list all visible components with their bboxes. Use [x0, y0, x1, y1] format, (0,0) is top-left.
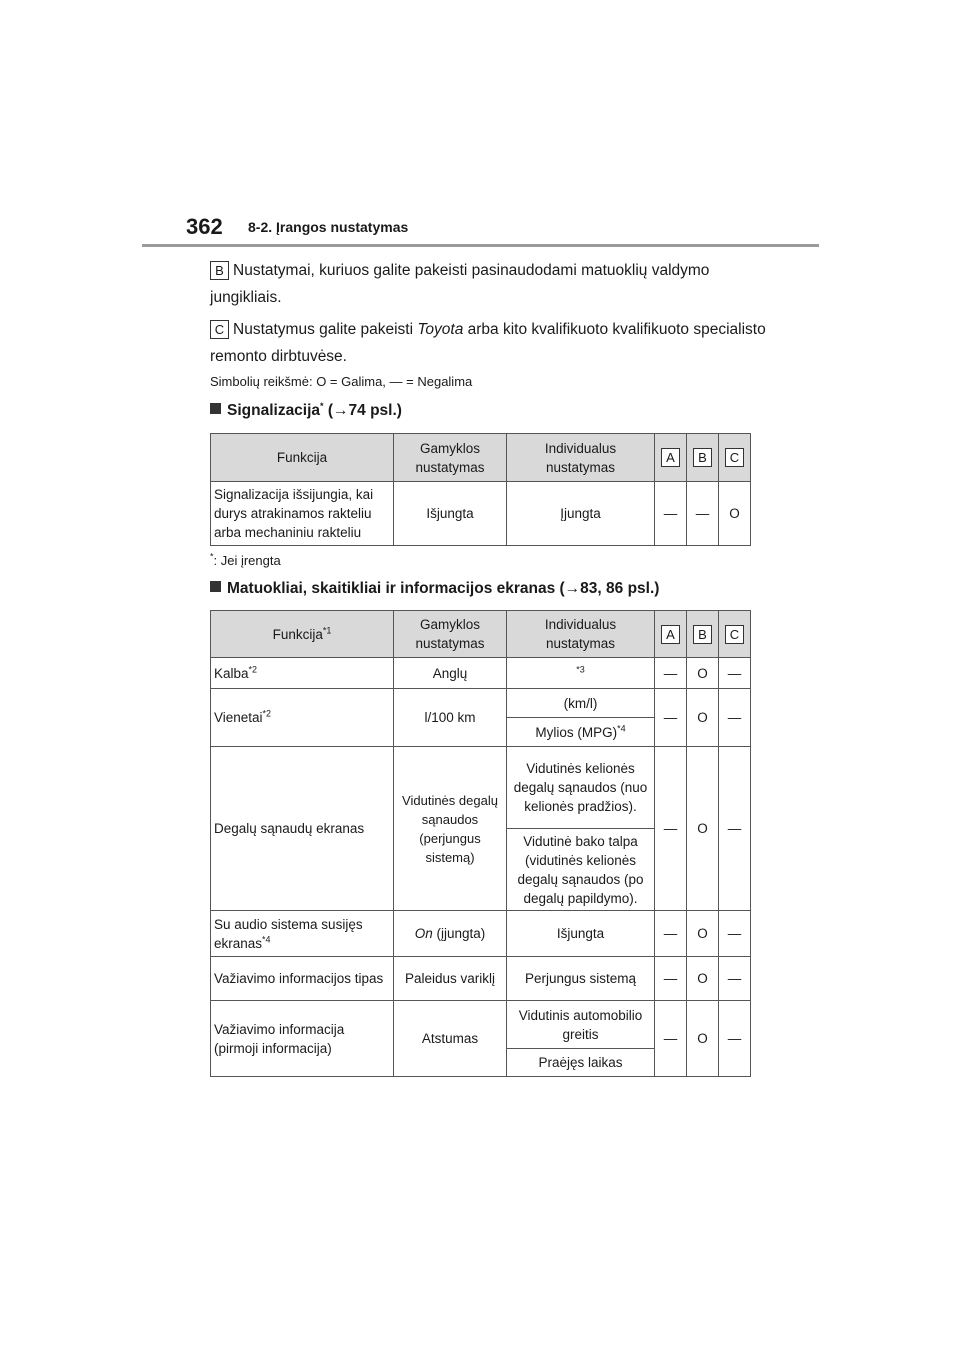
col-c [719, 611, 751, 658]
cell-b: O [687, 689, 719, 747]
cell-b: O [687, 747, 719, 911]
cell-custom: Išjungta [507, 911, 655, 957]
custom-sup: *3 [576, 664, 585, 674]
col-b [687, 611, 719, 658]
b-box: B [693, 625, 712, 644]
cell-function [211, 689, 394, 747]
table-header-row [211, 434, 751, 482]
cell-a: — [655, 689, 687, 747]
cell-c: — [719, 957, 751, 1001]
cell-c: — [719, 911, 751, 957]
col-a [655, 611, 687, 658]
cell-custom: Įjungta [507, 482, 655, 546]
table-row [211, 658, 751, 689]
cell-function [211, 911, 394, 957]
col-b [687, 434, 719, 482]
a-box: A [661, 448, 680, 467]
heading-sup: * [320, 400, 324, 411]
cell-a: — [655, 911, 687, 957]
symbols-note: Simbolių reikšmė: O = Galima, — = Negalima [210, 374, 473, 389]
table-row [211, 1001, 751, 1049]
cell-default: Paleidus variklį [394, 957, 507, 1001]
default-rest: (įjungta) [432, 926, 486, 941]
square-bullet-icon [210, 581, 221, 592]
default-italic: On [414, 926, 433, 941]
col-default: Gamyklos nustatymas [394, 434, 507, 482]
col-custom: Individualus nustatymas [507, 434, 655, 482]
cell-a: — [655, 1001, 687, 1077]
col-a [655, 434, 687, 482]
cell-function: Signalizacija išsijungia, kai durys atrakinamos rakteliu arba mechaniniu rakteliu [211, 482, 394, 546]
col-function: Funkcija [211, 434, 394, 482]
cell-custom: Praėjęs laikas [507, 1049, 655, 1077]
cell-a: — [655, 658, 687, 689]
legend-c-text-2: arba kito kvalifikuoto kvalifikuoto specialisto remonto dirbtuvėse. [210, 321, 766, 365]
legend-c-brand: Toyota [417, 321, 464, 338]
cell-a: — [655, 747, 687, 911]
b-box: B [210, 261, 229, 280]
cell-b: O [687, 957, 719, 1001]
table-row [211, 689, 751, 718]
cell-default: Išjungta [394, 482, 507, 546]
function-sup: *2 [248, 664, 258, 674]
table-header-row [211, 611, 751, 658]
cell-custom [507, 718, 655, 747]
cell-function: Važiavimo informacijos tipas [211, 957, 394, 1001]
cell-default: Anglų [394, 658, 507, 689]
col-c [719, 434, 751, 482]
b-box: B [693, 448, 712, 467]
cell-c: O [719, 482, 751, 546]
col-function-label: Funkcija [272, 626, 323, 642]
function-label: Kalba [214, 665, 249, 681]
cell-c: — [719, 1001, 751, 1077]
table-row [211, 957, 751, 1001]
footnote-mark: * [210, 551, 214, 562]
col-function [211, 611, 394, 658]
c-box: C [725, 625, 744, 644]
function-label: Su audio sistema susijęs ekranas [214, 916, 363, 951]
function-sup: *4 [262, 934, 271, 944]
cell-c: — [719, 658, 751, 689]
legend-b-text: Nustatymai, kuriuos galite pakeisti pasinaudodami matuoklių valdymo jungikliais. [210, 262, 710, 306]
cell-function: Važiavimo informacija (pirmoji informacija) [211, 1001, 394, 1077]
function-sup: *2 [262, 708, 272, 719]
cell-function: Degalų sąnaudų ekranas [211, 747, 394, 911]
matuokliai-heading [210, 580, 659, 598]
section-title: 8-2. Įrangos nustatymas [248, 219, 409, 235]
page-number: 362 [186, 214, 223, 239]
cell-custom: Vidutinės kelionės degalų sąnaudos (nuo kelionės pradžios). [507, 747, 655, 829]
heading-text: Signalizacija [227, 402, 321, 419]
col-default: Gamyklos nustatymas [394, 611, 507, 658]
cell-c: — [719, 747, 751, 911]
footnote-text: : Jei įrengta [213, 553, 281, 568]
square-bullet-icon [210, 403, 221, 414]
cell-custom: Vidutinis automobilio greitis [507, 1001, 655, 1049]
cell-b: O [687, 658, 719, 689]
cell-a: — [655, 482, 687, 546]
table-row [211, 482, 751, 546]
signalizacija-heading [210, 402, 402, 420]
a-box: A [661, 625, 680, 644]
cell-custom [507, 658, 655, 689]
cell-a: — [655, 957, 687, 1001]
header-rule [142, 244, 819, 247]
legend-b [210, 257, 770, 311]
col-custom: Individualus nustatymas [507, 611, 655, 658]
cell-default: l/100 km [394, 689, 507, 747]
heading-text: Matuokliai, skaitikliai ir informacijos ekranas (→83, 86 psl.) [227, 580, 660, 597]
matuokliai-table [210, 610, 751, 1077]
table-row [211, 911, 751, 957]
col-function-sup: *1 [322, 625, 332, 635]
function-label: Vienetai [214, 710, 263, 725]
cell-custom: Perjungus sistemą [507, 957, 655, 1001]
c-box: C [725, 448, 744, 467]
custom-label: Mylios (MPG) [535, 724, 618, 740]
cell-custom: (km/l) [507, 689, 655, 718]
cell-b: O [687, 1001, 719, 1077]
cell-default: Atstumas [394, 1001, 507, 1077]
heading-ref: (→74 psl.) [323, 402, 402, 419]
cell-b: — [687, 482, 719, 546]
cell-custom: Vidutinė bako talpa (vidutinės kelionės degalų sąnaudos (po degalų papildymo). [507, 829, 655, 911]
legend-c-text-1: Nustatymus galite pakeisti [233, 321, 418, 338]
legend-c [210, 316, 770, 370]
cell-default [394, 911, 507, 957]
cell-c: — [719, 689, 751, 747]
table-row [211, 747, 751, 829]
c-box: C [210, 320, 229, 339]
footnote [210, 553, 281, 568]
custom-sup: *4 [617, 723, 626, 733]
cell-b: O [687, 911, 719, 957]
cell-default: Vidutinės degalų sąnaudos (perjungus sistemą) [394, 747, 507, 911]
cell-function [211, 658, 394, 689]
signalizacija-table [210, 433, 751, 546]
